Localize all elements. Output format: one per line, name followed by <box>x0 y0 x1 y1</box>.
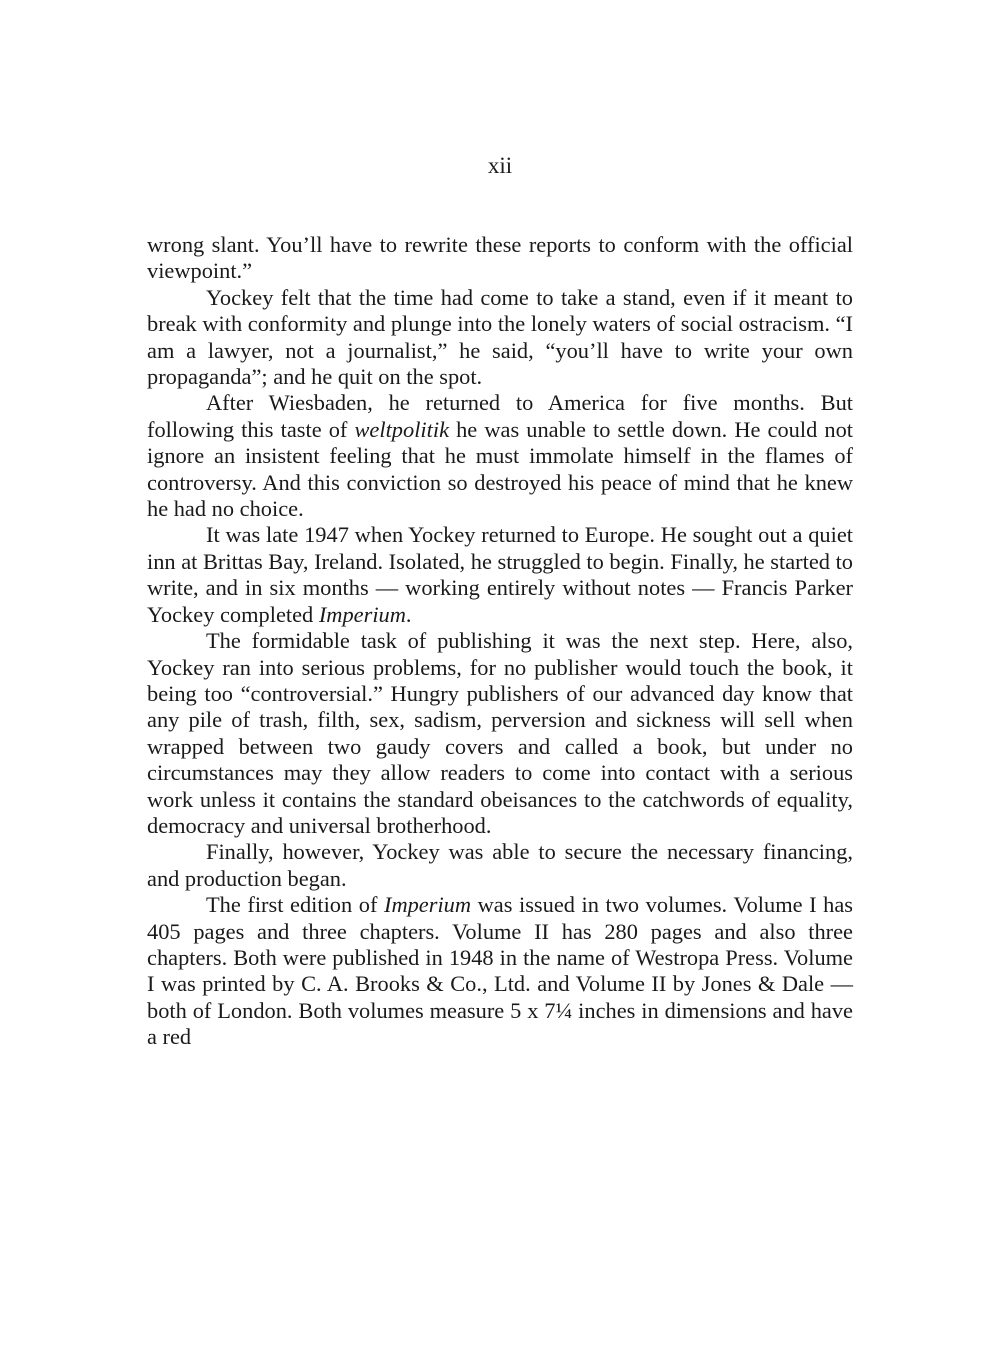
text-segment: was issued in two volumes. Volume I has 405 pages and three chapters. Volume II has 280 pages and also three chapters. Both were published in 1948 in the name of Westropa Press. Volume I was printed by C. A. Brooks & Co., Ltd. and Volume II by Jones & Dale — both of London. Both volumes measure 5 x 7¼ inches in dimensions and have a red <box>147 892 853 1050</box>
paragraph <box>147 839 853 892</box>
italic-title: Imperium <box>318 601 406 627</box>
text-segment: wrong slant. You’ll have to rewrite these reports to conform with the official viewpoint.” <box>147 232 853 284</box>
paragraph <box>147 892 853 1050</box>
text-segment: It was late 1947 when Yockey returned to Europe. He sought out a quiet inn at Brittas Bay, Ireland. Isolated, he struggled to begin. Finally, he started to write, and in six months — working entirely without notes — Francis Parker Yockey completed <box>147 522 853 627</box>
text-segment: The first edition of <box>206 892 384 918</box>
italic-title: Imperium <box>383 892 472 918</box>
paragraph <box>147 628 853 839</box>
text-segment: he was unable to settle down. He could not ignore an insistent feeling that he must immolate himself in the flames of controversy. And this conviction so destroyed his peace of mind that he knew he had no choice. <box>147 416 853 522</box>
paragraph <box>147 390 853 522</box>
paragraph-continuation <box>147 232 853 285</box>
page-number: xii <box>487 153 513 178</box>
text-segment: The formidable task of publishing it was the next step. Here, also, Yockey ran into serious problems, for no publisher would touch the book, it being too “controversial.” Hungry publishers of our advanced day know that any pile of trash, filth, sex, sadism, perversion and sickness will sell when wrapped between two gaudy covers and called a book, but under no circumstances may they allow readers to come into contact with a serious work unless it contains the standard obeisances to the catchwords of equality, democracy and universal brotherhood. <box>147 628 853 838</box>
text-segment: Yockey felt that the time had come to take a stand, even if it meant to break with conformity and plunge into the lonely waters of social ostracism. “I am a lawyer, not a journalist,” he said, “you’ll have to write your own propaganda”; and he quit on the spot. <box>147 284 853 390</box>
text-segment: . <box>405 601 412 627</box>
body-text <box>147 232 853 1051</box>
text-segment: After Wiesbaden, he returned to America for five months. But following this taste of <box>147 390 853 442</box>
paragraph <box>147 522 853 628</box>
italic-term: weltpolitik <box>354 416 450 442</box>
paragraph <box>147 285 853 391</box>
text-segment: Finally, however, Yockey was able to secure the necessary financing, and production began. <box>147 839 853 891</box>
